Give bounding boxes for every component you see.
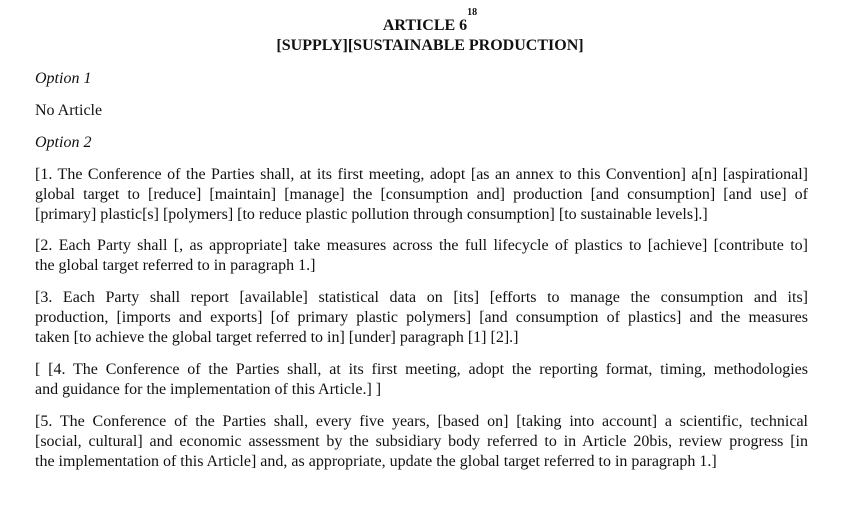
option-1-label: Option 1: [35, 70, 92, 87]
paragraph-line: the global target referred to in paragraph 1.]: [35, 257, 316, 274]
article-subtitle: [SUPPLY][SUSTAINABLE PRODUCTION]: [276, 37, 584, 54]
paragraph-1: [35, 165, 808, 225]
paragraph-line: [1. The Conference of the Parties shall, at its first meeting, adopt [as an annex to this Convention] a[n] [aspirational]: [35, 166, 808, 183]
paragraph-4: [35, 360, 808, 400]
article-title-text: ARTICLE 6: [382, 17, 468, 34]
paragraph-line: and guidance for the implementation of this Article.] ]: [35, 381, 382, 398]
option-2-label: Option 2: [35, 134, 92, 151]
paragraph-line: taken [to achieve the global target referred to in] [under] paragraph [1] [2].]: [35, 329, 519, 346]
footnote-reference[interactable]: 18: [467, 7, 478, 18]
paragraph-line: [5. The Conference of the Parties shall, every five years, [based on] [taking into account] a scientific, technical: [35, 413, 808, 430]
paragraph-line: [primary] plastic[s] [polymers] [to reduce plastic pollution through consumption] [to sustainable levels].]: [35, 206, 708, 223]
paragraph-line: [3. Each Party shall report [available] statistical data on [its] [efforts to manage the consumption and its]: [35, 289, 808, 306]
paragraph-2: [35, 236, 808, 276]
paragraph-line: [ [4. The Conference of the Parties shall, at its first meeting, adopt the reporting format, timing, methodologies: [35, 361, 808, 378]
option-1-text: No Article: [35, 102, 103, 119]
article-title: [0, 7, 860, 35]
paragraph-line: [2. Each Party shall [, as appropriate] take measures across the full lifecycle of plastics to [achieve] [contribute to]: [35, 237, 808, 254]
paragraph-line: production, [imports and exports] [of primary plastic polymers] [and consumption of plastics] and the measures: [35, 309, 808, 326]
paragraph-line: global target to [reduce] [maintain] [manage] the [consumption and] production [and consumption] [and use] of: [35, 186, 808, 203]
paragraph-line: [social, cultural] and economic assessment by the subsidiary body referred to in Article 20bis, review progress [in: [35, 433, 808, 450]
paragraph-5: [35, 412, 808, 472]
paragraph-line: the implementation of this Article] and, as appropriate, update the global target referred to in paragraph 1.]: [35, 453, 717, 470]
paragraph-3: [35, 288, 808, 348]
